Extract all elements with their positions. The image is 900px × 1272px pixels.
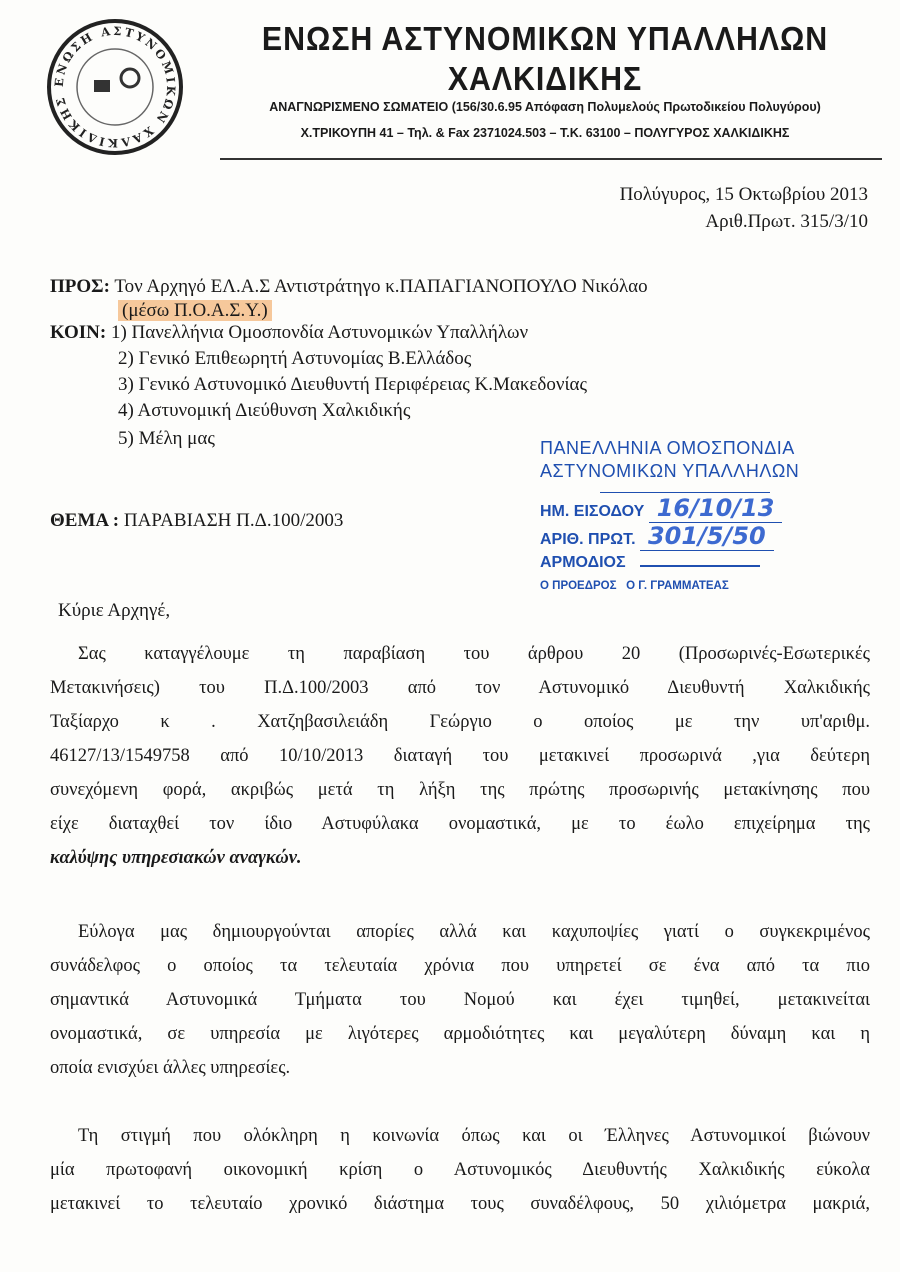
protocol-number: Αριθ.Πρωτ. 315/3/10 bbox=[705, 211, 868, 232]
cc-item: 5) Μέλη μας bbox=[118, 428, 215, 449]
paragraph-line: μία πρωτοφανή οικονομική κρίση ο Αστυνομικός Διευθυντής Χαλκιδικής εύκολα bbox=[50, 1160, 870, 1180]
header-divider bbox=[220, 158, 882, 160]
paragraph-line: οποία ενισχύει άλλες υπηρεσίες. bbox=[50, 1058, 291, 1078]
subject-text: ΠΑΡΑΒΙΑΣΗ Π.Δ.100/2003 bbox=[123, 510, 344, 531]
recipient bbox=[50, 276, 648, 298]
via-highlighted: (μέσω Π.Ο.Α.Σ.Υ.) bbox=[118, 300, 272, 321]
cc-item: 3) Γενικό Αστυνομικό Διευθυντή Περιφέρειας Κ.Μακεδονίας bbox=[118, 374, 588, 395]
seal-text: ΕΝΩΣΗ ΑΣΤΥΝΟΜΙΚΩΝ ΧΑΛΚΙΔΙΚΗΣ bbox=[51, 23, 179, 151]
stamp-resp-label: ΑΡΜΟΔΙΟΣ bbox=[540, 554, 626, 571]
date-line: Πολύγυρος, 15 Οκτωβρίου 2013 bbox=[619, 184, 868, 205]
paragraph-line: συνεχόμενη φορά, ακριβώς μετά τη λήξη της πρώτης προσωρινής μετακίνησης που bbox=[50, 780, 870, 800]
paragraph-line: Μετακινήσεις) του Π.Δ.100/2003 από τον Αστυνομικό Διευθυντή Χαλκιδικής bbox=[50, 678, 870, 698]
cc-item: 4) Αστυνομική Διεύθυνση Χαλκιδικής bbox=[118, 400, 411, 421]
paragraph-line: 46127/13/1549758 από 10/10/2013 διαταγή του μετακινεί προσωρινά ,για δεύτερη bbox=[50, 746, 870, 766]
paragraph-line: συνάδελφος ο οποίος τα τελευταία χρόνια που υπηρετεί σε ένα από τα πιο bbox=[50, 956, 870, 976]
registration-line: ΑΝΑΓΝΩΡΙΣΜΕΝΟ ΣΩΜΑΤΕΙΟ (156/30.6.95 Απόφαση Πολυμελούς Πρωτοδικείου Πολυγύρου) bbox=[269, 100, 821, 114]
salutation: Κύριε Αρχηγέ, bbox=[58, 600, 171, 621]
paragraph-line: Εύλογα μας δημιουργούνται απορίες αλλά και καχυποψίες γιατί ο συγκεκριμένος bbox=[78, 922, 870, 942]
seal-graphic bbox=[46, 18, 184, 156]
stamp-divider bbox=[600, 492, 770, 493]
svg-text:ΕΝΩΣΗ ΑΣΤΥΝΟΜΙΚΩΝ ΧΑΛΚΙΔΙΚΗΣ bbox=[52, 24, 178, 150]
stamp-line: ΑΣΤΥΝΟΜΙΚΩΝ ΥΠΑΛΛΗΛΩΝ bbox=[540, 461, 800, 481]
stamp-footer: Ο ΠΡΟΕΔΡΟΣ Ο Γ. ΓΡΑΜΜΑΤΕΑΣ bbox=[540, 580, 729, 592]
stamp-resp-line bbox=[640, 565, 760, 567]
cc-label: ΚΟΙΝ: bbox=[50, 322, 107, 343]
entry-date-handwritten: 16/10/13 bbox=[649, 494, 783, 523]
address-line: Χ.ΤΡΙΚΟΥΠΗ 41 – Τηλ. & Fax 2371024.503 – Τ.Κ. 63100 – ΠΟΛΥΓΥΡΟΣ ΧΑΛΚΙΔΙΚΗΣ bbox=[300, 126, 790, 140]
paragraph-line: Τη στιγμή που ολόκληρη η κοινωνία όπως και οι Έλληνες Αστυνομικοί βιώνουν bbox=[78, 1126, 870, 1146]
paragraph-line: μετακινεί το τελευταίο χρονικό διάστημα τους συναδέλφους, 50 χιλιόμετρα μακριά, bbox=[50, 1194, 870, 1214]
paragraph-line: σημαντικά Αστυνομικά Τμήματα του Νομού και έχει τιμηθεί, μετακινείται bbox=[50, 990, 870, 1010]
cc-item: 1) Πανελλήνια Ομοσπονδία Αστυνομικών Υπαλλήλων bbox=[110, 322, 529, 343]
to-label: ΠΡΟΣ: bbox=[50, 276, 110, 297]
seal-emblem-icon bbox=[77, 49, 153, 125]
cc-item: 2) Γενικό Επιθεωρητή Αστυνομίας Β.Ελλάδος bbox=[118, 348, 472, 369]
stamp-prot-label: ΑΡΙΘ. ΠΡΩΤ. bbox=[540, 531, 636, 548]
prot-number-handwritten: 301/5/50 bbox=[640, 522, 774, 551]
paragraph-line: Σας καταγγέλουμε τη παραβίαση του άρθρου 20 (Προσωρινές-Εσωτερικές bbox=[78, 644, 870, 664]
stamp-line: ΠΑΝΕΛΛΗΝΙΑ ΟΜΟΣΠΟΝΔΙΑ bbox=[540, 438, 795, 458]
paragraph-line: είχε διαταχθεί τον ίδιο Αστυφύλακα ονομαστικά, με το έωλο επιχείρημα της bbox=[50, 814, 870, 834]
to-text: Τον Αρχηγό ΕΛ.Α.Σ Αντιστράτηγο κ.ΠΑΠΑΓΙΑΝΟΠΟΥΛΟ Νικόλαο bbox=[114, 276, 648, 297]
union-seal-logo bbox=[46, 18, 184, 156]
stamp-entry-label: ΗΜ. ΕΙΣΟΔΟΥ bbox=[540, 503, 645, 520]
org-title: ΕΝΩΣΗ ΑΣΤΥΝΟΜΙΚΩΝ ΥΠΑΛΛΗΛΩΝ bbox=[261, 20, 829, 57]
paragraph-line: Ταξίαρχο κ . Χατζηβασιλειάδη Γεώργιο ο οποίος με την υπ'αριθμ. bbox=[50, 712, 870, 732]
subject-label: ΘΕΜΑ : bbox=[50, 510, 120, 531]
paragraph-line: ονομαστικά, σε υπηρεσία με λιγότερες αρμοδιότητες και μεγαλύτερη δύναμη και η bbox=[50, 1024, 870, 1044]
org-title-region: ΧΑΛΚΙΔΙΚΗΣ bbox=[447, 60, 643, 97]
paragraph-line: καλύψης υπηρεσιακών αναγκών. bbox=[50, 848, 302, 868]
received-stamp bbox=[540, 438, 800, 592]
